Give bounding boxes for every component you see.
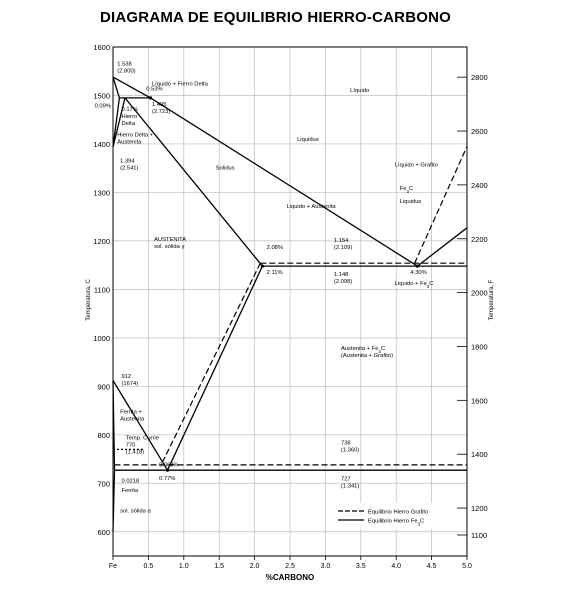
label-part: Austenita + Fe <box>340 345 379 352</box>
annotation-line: Ferrita <box>121 488 139 495</box>
annotation <box>121 107 137 127</box>
annotation-line: (Austenita + Grafito) <box>340 352 394 359</box>
annotation <box>267 245 283 251</box>
annotation <box>121 488 139 494</box>
annotation-line: Liquidus <box>297 137 319 144</box>
x-tick-label: 5.0 <box>462 563 472 570</box>
annotation-line: AUSTENITA <box>154 236 187 243</box>
y2-tick-label: 1400 <box>471 450 488 460</box>
annotation <box>120 508 151 514</box>
label-part: 3 <box>426 283 430 289</box>
annotation-line: 1.495 <box>151 102 167 109</box>
annotation <box>216 166 235 172</box>
annotation-line: 1.538 <box>117 61 132 68</box>
x-tick-label: 2.0 <box>249 563 260 570</box>
annotation <box>267 270 283 276</box>
annotation-line: Hierro <box>121 113 138 120</box>
annotation-line: 1.148 <box>333 271 349 278</box>
annotation-line: 770 <box>125 442 136 449</box>
annotation <box>341 346 393 359</box>
annotation <box>117 61 135 74</box>
key-point <box>416 265 419 268</box>
y2-tick-label: 1600 <box>471 396 488 406</box>
y2-tick-label: 1100 <box>471 530 488 540</box>
annotation <box>154 237 186 250</box>
annotation-line: (2.723) <box>151 109 171 116</box>
annotation <box>121 478 139 484</box>
annotation-line: Líquido + Fierro Delta <box>151 81 208 88</box>
annotation <box>286 204 336 210</box>
y2-tick-label: 2800 <box>471 73 488 83</box>
y-tick-label: 600 <box>97 527 110 537</box>
annotation-line: Ferrita + <box>120 409 142 416</box>
x-tick-label: 2.5 <box>285 563 295 570</box>
chart-title: DIAGRAMA DE EQUILIBRIO HIERRO-CARBONO <box>100 9 452 26</box>
annotation-line: Delta <box>121 120 136 127</box>
annotation-line: (2.541) <box>120 165 139 172</box>
y2-tick-label: 1800 <box>471 342 488 352</box>
y2-tick-label: 2600 <box>471 127 488 137</box>
annotation-line: (2.098) <box>333 278 353 285</box>
annotation-line: 0.77% <box>159 475 176 482</box>
annotation <box>120 409 145 422</box>
annotation-line: 912 <box>121 374 132 381</box>
annotation-line <box>395 281 434 289</box>
annotation-line: 0.068% <box>159 462 179 469</box>
annotation <box>334 238 352 251</box>
annotation-line: Hierro Delta + <box>117 132 154 139</box>
annotation <box>126 436 159 456</box>
annotation-line: 4.30% <box>410 269 427 276</box>
label-part: Liquido + Fe <box>394 281 427 288</box>
y2-tick-label: 1200 <box>471 504 488 514</box>
x-tick-label: 0.5 <box>143 563 154 570</box>
annotation <box>159 462 179 468</box>
y-tick-label: 1200 <box>93 236 110 246</box>
legend-label: Equilibrio Hierro Grafito <box>368 509 429 516</box>
label-part: 3 <box>406 188 409 194</box>
annotation <box>120 158 138 171</box>
line-acm <box>168 266 263 470</box>
annotation-line: (2.800) <box>117 68 136 75</box>
annotation-line: 0.09% <box>94 103 112 110</box>
y2-tick-label: 2000 <box>471 288 488 298</box>
annotation-line: Solidus <box>215 165 235 172</box>
label-part: C <box>380 345 386 352</box>
x-tick-label: 4.5 <box>426 563 437 570</box>
x-tick-label: 1.0 <box>178 563 189 570</box>
y-tick-label: 1100 <box>93 285 110 295</box>
x-tick-label: 3.0 <box>320 563 331 570</box>
label-part: C <box>408 186 414 193</box>
annotation-line: Liquido + Austenita <box>286 203 336 210</box>
y-tick-label: 700 <box>97 479 110 489</box>
annotation-line: (1674) <box>121 381 139 388</box>
annotation-line: sol. sólida α <box>120 508 151 515</box>
y-tick-label: 1400 <box>93 139 110 149</box>
annotation-line: 1.394 <box>120 158 135 165</box>
annotation-line: 2.11% <box>266 269 283 276</box>
y-tick-label: 900 <box>97 382 110 392</box>
annotation-line: (1.360) <box>340 447 360 454</box>
annotation-line: 1.154 <box>333 237 349 244</box>
annotation <box>395 281 434 289</box>
key-point <box>149 96 152 99</box>
line-liquidus-fe3c <box>417 228 467 266</box>
annotation <box>350 88 369 94</box>
annotation <box>297 137 319 143</box>
x-tick-label: 4.0 <box>391 563 402 570</box>
y-axis-label: Temperatura, C <box>86 279 92 321</box>
annotation <box>146 87 162 93</box>
y2-axis-label: Temperatura, F <box>489 279 495 321</box>
label-part: C <box>429 281 434 288</box>
annotation-line: Líquido <box>350 88 370 95</box>
annotation-line: Liquidus <box>399 199 422 206</box>
annotation-line: 2.08% <box>266 245 284 252</box>
line-a3 <box>113 381 168 471</box>
annotation-line: Austenita <box>120 416 145 423</box>
y-tick-label: 1600 <box>93 43 110 52</box>
y-tick-label: 1000 <box>93 333 110 343</box>
annotation-line: 0.0218 <box>121 478 140 485</box>
annotation <box>341 441 359 454</box>
x-axis-label: %CARBONO <box>265 573 315 582</box>
annotation-line: Temp. Currie <box>125 435 159 442</box>
key-point <box>261 265 264 268</box>
label-part: Fe <box>399 186 407 193</box>
y-tick-label: 800 <box>97 430 110 440</box>
annotation-line: 738 <box>340 440 351 447</box>
annotation <box>410 270 426 276</box>
annotation-line: (1.341) <box>340 483 360 490</box>
y2-tick-label: 2200 <box>471 234 488 244</box>
legend-box <box>332 503 454 529</box>
key-point <box>166 469 169 472</box>
x-tick-label: Fe <box>108 563 118 570</box>
annotation-line: (1.418) <box>125 449 145 456</box>
annotation <box>95 104 111 110</box>
annotation-line: 0.53% <box>146 86 163 93</box>
label-part: C <box>420 518 425 525</box>
annotation-line: (2.109) <box>333 244 353 251</box>
label-part: Equilibrio Hierro Fe <box>368 518 418 525</box>
annotation <box>341 476 359 489</box>
label-part: 3 <box>417 521 421 526</box>
annotation <box>159 476 175 482</box>
annotation-line: sol. sólida γ <box>154 243 185 250</box>
annotation <box>395 163 438 169</box>
annotation-line: 0.17% <box>121 106 138 113</box>
label-part: 3 <box>378 348 381 354</box>
y2-tick-label: 2400 <box>471 180 488 190</box>
annotation <box>334 272 352 285</box>
x-tick-label: 3.5 <box>355 563 366 570</box>
annotation <box>121 374 138 387</box>
y-tick-label: 1300 <box>93 188 110 198</box>
x-tick-label: 1.5 <box>214 563 225 570</box>
annotation-line: Austenita <box>117 139 142 146</box>
y-tick-label: 1500 <box>93 91 110 101</box>
annotation-line: Líquido + Grafito <box>394 162 438 169</box>
annotation <box>400 199 422 205</box>
annotation <box>152 102 170 115</box>
annotation-line: 727 <box>340 476 351 483</box>
